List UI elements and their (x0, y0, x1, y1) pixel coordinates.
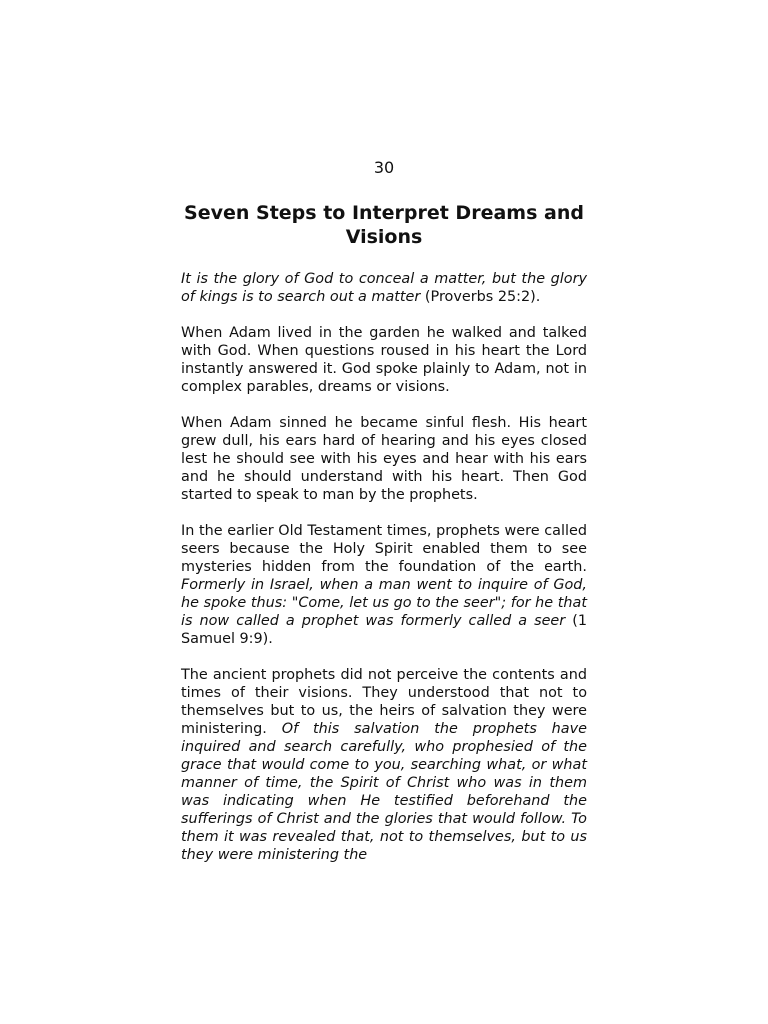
text-run: (1 Samuel 9:9). (181, 613, 587, 647)
text-run: When Adam sinned he became sinful flesh. His heart grew dull, his ears hard of hearing and his eyes closed lest he should see with his eyes and hear with his ears and he should understand with his heart. Then God started to speak to man by the prophets. (181, 415, 587, 503)
chapter-number: 30 (373, 158, 395, 177)
text-run: (Proverbs 25:2). (420, 289, 541, 305)
paragraph (181, 522, 587, 648)
text-run: When Adam lived in the garden he walked and talked with God. When questions roused in his heart the Lord instantly answered it. God spoke plainly to Adam, not in complex parables, dreams or visions. (181, 325, 587, 395)
text-run: In the earlier Old Testament times, prophets were called seers because the Holy Spirit enabled them to see mysteries hidden from the foundation of the earth. (181, 523, 587, 575)
italic-quote: It is the glory of God to conceal a matter, but the glory of kings is to search out a matter (181, 271, 587, 305)
italic-quote: Formerly in Israel, when a man went to inquire of God, he spoke thus: "Come, let us go to the seer"; for he that is now called a prophet was formerly called a seer (181, 577, 587, 629)
body-text (181, 270, 587, 882)
italic-quote: Of this salvation the prophets have inquired and search carefully, who prophesied of the grace that would come to you, searching what, or what manner of time, the Spirit of Christ who was in them was indicating when He testified beforehand the sufferings of Christ and the glories that would follow. To them it was revealed that, not to themselves, but to us they were ministering the (181, 721, 587, 863)
paragraph (181, 324, 587, 396)
paragraph (181, 414, 587, 504)
paragraph (181, 666, 587, 864)
text-run: The ancient prophets did not perceive the contents and times of their visions. They understood that not to themselves but to us, the heirs of salvation they were ministering. (181, 667, 587, 737)
chapter-title: Seven Steps to Interpret Dreams and Visions (184, 202, 584, 248)
paragraph (181, 270, 587, 306)
